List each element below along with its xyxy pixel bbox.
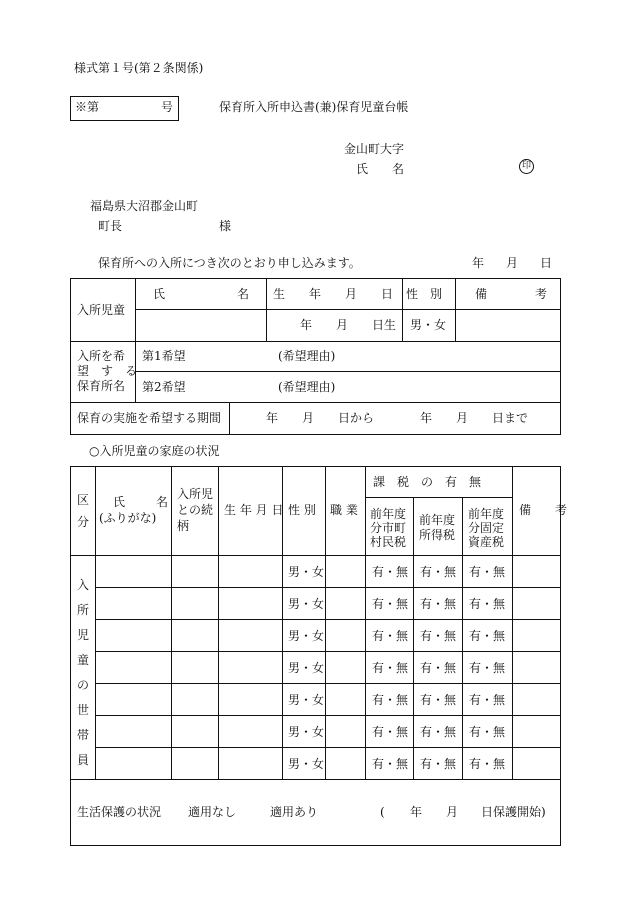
hh-name-reading: (ふりがな) bbox=[99, 511, 157, 525]
tax1-header-3: 村民税 bbox=[370, 535, 407, 549]
tax3-header-2: 分固定 bbox=[468, 521, 505, 535]
row5-sex: 男・女 bbox=[288, 693, 325, 707]
choice1-label: 第1希望 bbox=[142, 349, 186, 363]
intro-date-month: 月 bbox=[506, 256, 519, 270]
applicant-name-label: 氏 名 bbox=[356, 162, 405, 176]
child-sex-value: 男・女 bbox=[410, 318, 447, 332]
hh-remarks-header: 備 考 bbox=[519, 503, 568, 517]
hh-sex-header: 性 別 bbox=[288, 503, 316, 517]
relation-header-1: 入所児 bbox=[177, 487, 214, 501]
child-sex-header: 性 別 bbox=[406, 287, 443, 301]
tax2-header-2: 所得税 bbox=[419, 528, 456, 542]
household-heading: ○入所児童の家庭の状況 bbox=[89, 444, 220, 458]
hh-job-header: 職 業 bbox=[330, 503, 358, 517]
kubun-header: 区 分 bbox=[76, 493, 89, 529]
row1-sex: 男・女 bbox=[288, 565, 325, 579]
row3-tax3: 有・無 bbox=[469, 629, 506, 643]
desired-label-line2: 望 す る bbox=[77, 364, 138, 378]
choice2-label: 第2希望 bbox=[142, 380, 186, 394]
tax1-header-1: 前年度 bbox=[370, 507, 407, 521]
hh-birth-header: 生 年 月 日 bbox=[224, 503, 284, 517]
row1-tax3: 有・無 bbox=[469, 565, 506, 579]
row2-tax1: 有・無 bbox=[372, 597, 409, 611]
period-to: 年 月 日まで bbox=[420, 411, 529, 425]
addressee-line1: 福島県大沼郡金山町 bbox=[90, 199, 199, 213]
row6-tax1: 有・無 bbox=[372, 725, 409, 739]
row5-tax1: 有・無 bbox=[372, 693, 409, 707]
seal-mark: 印 bbox=[519, 159, 534, 174]
welfare-year: 年 bbox=[410, 805, 423, 819]
row5-tax3: 有・無 bbox=[469, 693, 506, 707]
welfare-applied: 適用あり bbox=[270, 805, 319, 819]
choice1-reason: (希望理由) bbox=[278, 349, 336, 363]
desired-label-line1: 入所を希 bbox=[77, 349, 126, 363]
receipt-prefix: ※第 bbox=[75, 100, 100, 114]
row1-tax2: 有・無 bbox=[420, 565, 457, 579]
applicant-address-label: 金山町大字 bbox=[344, 142, 405, 156]
tax-group-header: 課 税 の 有 無 bbox=[373, 475, 482, 489]
relation-header-3: 柄 bbox=[177, 519, 190, 533]
child-name-header-1: 氏 bbox=[153, 287, 166, 301]
row6-tax2: 有・無 bbox=[420, 725, 457, 739]
row7-sex: 男・女 bbox=[288, 757, 325, 771]
intro-text: 保育所への入所につき次のとおり申し込みます。 bbox=[98, 256, 361, 270]
row4-tax2: 有・無 bbox=[420, 661, 457, 675]
child-birth-value: 年 月 日生 bbox=[300, 318, 397, 332]
addressee-mayor: 町長 bbox=[98, 219, 123, 233]
tax3-header-1: 前年度 bbox=[468, 507, 505, 521]
intro-date-year: 年 bbox=[472, 256, 485, 270]
welfare-none: 適用なし bbox=[188, 805, 237, 819]
welfare-open: ( bbox=[380, 805, 385, 819]
child-birth-header: 生 年 月 日 bbox=[273, 287, 394, 301]
addressee-honorific: 様 bbox=[219, 219, 232, 233]
tax1-header-2: 分市町 bbox=[370, 521, 407, 535]
child-name-header-2: 名 bbox=[237, 287, 250, 301]
receipt-suffix: 号 bbox=[161, 100, 174, 114]
relation-header-2: との続 bbox=[177, 503, 214, 517]
row4-tax3: 有・無 bbox=[469, 661, 506, 675]
period-label: 保育の実施を希望する期間 bbox=[77, 411, 222, 425]
form-number: 様式第１号(第２条関係) bbox=[74, 61, 204, 75]
child-remarks-header: 備 考 bbox=[475, 287, 548, 301]
row3-tax1: 有・無 bbox=[372, 629, 409, 643]
row3-sex: 男・女 bbox=[288, 629, 325, 643]
row1-tax1: 有・無 bbox=[372, 565, 409, 579]
period-from: 年 月 日から bbox=[266, 411, 375, 425]
row6-tax3: 有・無 bbox=[469, 725, 506, 739]
welfare-start: 日保護開始) bbox=[481, 805, 546, 819]
row5-tax2: 有・無 bbox=[420, 693, 457, 707]
row6-sex: 男・女 bbox=[288, 725, 325, 739]
hh-name-header-1: 氏 bbox=[113, 495, 126, 509]
hh-name-header-2: 名 bbox=[156, 495, 169, 509]
row4-tax1: 有・無 bbox=[372, 661, 409, 675]
row2-tax3: 有・無 bbox=[469, 597, 506, 611]
child-label: 入所児童 bbox=[77, 303, 126, 317]
row4-sex: 男・女 bbox=[288, 661, 325, 675]
row2-sex: 男・女 bbox=[288, 597, 325, 611]
row2-tax2: 有・無 bbox=[420, 597, 457, 611]
welfare-label: 生活保護の状況 bbox=[77, 805, 162, 819]
row7-tax3: 有・無 bbox=[469, 757, 506, 771]
desired-label-line3: 保育所名 bbox=[77, 379, 126, 393]
row7-tax1: 有・無 bbox=[372, 757, 409, 771]
page-title: 保育所入所申込書(兼)保育児童台帳 bbox=[219, 100, 409, 114]
tax2-header-1: 前年度 bbox=[419, 513, 456, 527]
choice2-reason: (希望理由) bbox=[278, 380, 336, 394]
household-group-label: 入 所 児 童 の 世 帯 員 bbox=[76, 578, 89, 767]
tax3-header-3: 資産税 bbox=[468, 535, 505, 549]
row3-tax2: 有・無 bbox=[420, 629, 457, 643]
row7-tax2: 有・無 bbox=[420, 757, 457, 771]
welfare-month: 月 bbox=[446, 805, 459, 819]
intro-date-day: 日 bbox=[540, 256, 553, 270]
